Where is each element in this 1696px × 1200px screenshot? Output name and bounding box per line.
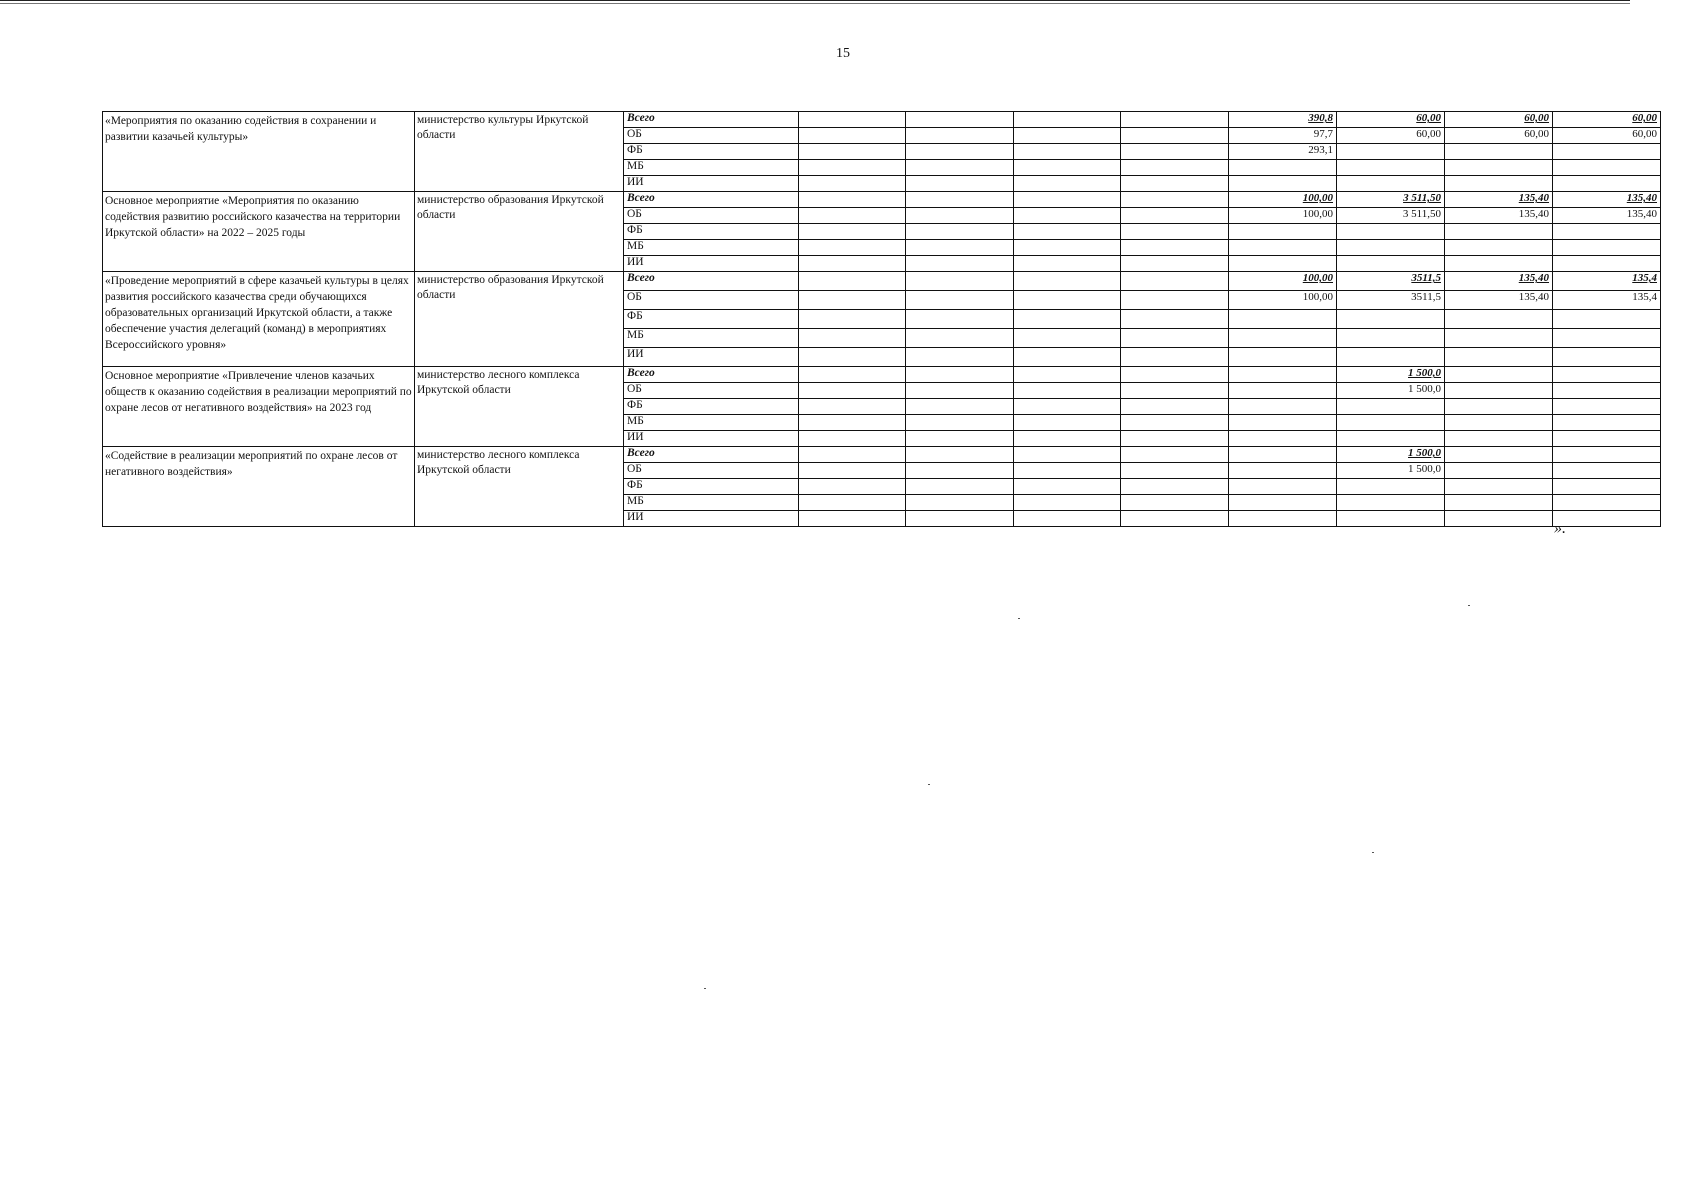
amount-cell <box>1229 511 1337 527</box>
amount-cell <box>799 192 906 208</box>
amount-cell <box>1445 463 1553 479</box>
amount-cell: 135,40 <box>1445 208 1553 224</box>
amount-cell <box>906 383 1014 399</box>
amount-cell <box>1229 383 1337 399</box>
budget-table <box>102 111 1661 527</box>
amount-cell: 3 511,50 <box>1337 192 1445 208</box>
amount-cell: 135,40 <box>1445 192 1553 208</box>
amount-cell <box>1014 479 1121 495</box>
amount-cell <box>799 495 906 511</box>
amount-cell <box>1337 176 1445 192</box>
amount-cell <box>1445 329 1553 348</box>
amount-cell <box>799 128 906 144</box>
amount-cell <box>1121 399 1229 415</box>
amount-cell <box>1014 208 1121 224</box>
funding-source-cell: МБ <box>624 329 799 348</box>
amount-cell <box>1445 383 1553 399</box>
amount-cell <box>799 399 906 415</box>
page-number: 15 <box>836 46 850 61</box>
amount-cell <box>1121 128 1229 144</box>
amount-cell <box>1229 348 1337 367</box>
amount-cell: 1 500,0 <box>1337 447 1445 463</box>
scan-speck <box>928 784 930 785</box>
closing-quote: ». <box>1554 520 1566 537</box>
responsible-executor-cell: министерство образования Иркутской области <box>415 192 624 272</box>
amount-cell <box>1445 367 1553 383</box>
amount-cell <box>906 399 1014 415</box>
funding-source-cell: ИИ <box>624 176 799 192</box>
amount-cell <box>906 415 1014 431</box>
amount-cell <box>1445 310 1553 329</box>
amount-cell <box>1121 329 1229 348</box>
funding-source-cell: ФБ <box>624 479 799 495</box>
table-row <box>103 272 1661 291</box>
amount-cell <box>1337 348 1445 367</box>
amount-cell <box>1553 144 1661 160</box>
amount-cell <box>1014 128 1121 144</box>
amount-cell: 3511,5 <box>1337 291 1445 310</box>
event-name-cell: Основное мероприятие «Привлечение членов казачьих обществ к оказанию содействия в реализации мероприятий по охране лесов от негативного воздействия» на 2023 год <box>103 367 415 447</box>
amount-cell <box>1014 224 1121 240</box>
amount-cell <box>906 479 1014 495</box>
amount-cell <box>799 272 906 291</box>
amount-cell <box>1337 511 1445 527</box>
amount-cell <box>1445 240 1553 256</box>
amount-cell <box>1014 272 1121 291</box>
funding-source-cell: ОБ <box>624 383 799 399</box>
amount-cell <box>1553 415 1661 431</box>
funding-source-cell: ФБ <box>624 310 799 329</box>
amount-cell <box>799 160 906 176</box>
funding-source-cell: ФБ <box>624 399 799 415</box>
amount-cell <box>799 329 906 348</box>
amount-cell <box>1014 383 1121 399</box>
amount-cell <box>906 310 1014 329</box>
amount-cell <box>1014 415 1121 431</box>
amount-cell <box>1337 495 1445 511</box>
amount-cell <box>799 256 906 272</box>
amount-cell <box>1553 479 1661 495</box>
amount-cell <box>1229 176 1337 192</box>
amount-cell <box>1014 256 1121 272</box>
amount-cell <box>1337 329 1445 348</box>
amount-cell <box>799 224 906 240</box>
amount-cell <box>1121 447 1229 463</box>
funding-source-cell: Всего <box>624 112 799 128</box>
amount-cell: 100,00 <box>1229 192 1337 208</box>
amount-cell <box>1553 383 1661 399</box>
responsible-executor-cell: министерство культуры Иркутской области <box>415 112 624 192</box>
amount-cell <box>1121 176 1229 192</box>
scan-speck <box>704 988 706 989</box>
amount-cell: 100,00 <box>1229 291 1337 310</box>
amount-cell <box>1121 208 1229 224</box>
funding-source-cell: ОБ <box>624 291 799 310</box>
amount-cell <box>1121 511 1229 527</box>
funding-source-cell: ФБ <box>624 224 799 240</box>
amount-cell <box>906 176 1014 192</box>
budget-table-body <box>103 112 1661 527</box>
amount-cell <box>906 160 1014 176</box>
amount-cell <box>1553 399 1661 415</box>
amount-cell <box>906 431 1014 447</box>
amount-cell <box>1445 479 1553 495</box>
amount-cell <box>1553 176 1661 192</box>
amount-cell <box>1229 495 1337 511</box>
amount-cell <box>799 447 906 463</box>
funding-source-cell: ФБ <box>624 144 799 160</box>
amount-cell <box>1121 240 1229 256</box>
amount-cell <box>1121 367 1229 383</box>
amount-cell: 60,00 <box>1553 128 1661 144</box>
amount-cell <box>1014 240 1121 256</box>
amount-cell <box>1553 495 1661 511</box>
amount-cell <box>1121 348 1229 367</box>
funding-source-cell: МБ <box>624 160 799 176</box>
funding-source-cell: МБ <box>624 415 799 431</box>
amount-cell <box>799 144 906 160</box>
amount-cell: 1 500,0 <box>1337 463 1445 479</box>
amount-cell <box>1337 224 1445 240</box>
amount-cell <box>1121 463 1229 479</box>
funding-source-cell: Всего <box>624 367 799 383</box>
amount-cell <box>1229 479 1337 495</box>
amount-cell <box>1121 415 1229 431</box>
amount-cell <box>1337 399 1445 415</box>
scan-speck <box>1468 605 1470 606</box>
amount-cell <box>1445 224 1553 240</box>
responsible-executor-cell: министерство лесного комплекса Иркутской области <box>415 447 624 527</box>
funding-source-cell: Всего <box>624 447 799 463</box>
amount-cell <box>1014 511 1121 527</box>
funding-source-cell: ОБ <box>624 208 799 224</box>
amount-cell <box>1014 112 1121 128</box>
amount-cell: 1 500,0 <box>1337 383 1445 399</box>
amount-cell <box>1229 367 1337 383</box>
amount-cell <box>799 367 906 383</box>
amount-cell <box>1014 367 1121 383</box>
amount-cell <box>906 240 1014 256</box>
amount-cell: 60,00 <box>1445 128 1553 144</box>
amount-cell <box>1553 224 1661 240</box>
amount-cell <box>1445 256 1553 272</box>
amount-cell <box>1445 415 1553 431</box>
amount-cell <box>1337 310 1445 329</box>
amount-cell <box>906 144 1014 160</box>
amount-cell <box>799 479 906 495</box>
amount-cell <box>1445 447 1553 463</box>
amount-cell <box>1553 463 1661 479</box>
amount-cell <box>1121 256 1229 272</box>
amount-cell <box>799 310 906 329</box>
amount-cell <box>1229 240 1337 256</box>
amount-cell <box>1014 192 1121 208</box>
amount-cell <box>1553 256 1661 272</box>
amount-cell <box>1229 224 1337 240</box>
amount-cell <box>906 272 1014 291</box>
amount-cell <box>1229 160 1337 176</box>
amount-cell: 135,40 <box>1553 208 1661 224</box>
amount-cell <box>1553 348 1661 367</box>
amount-cell <box>1229 256 1337 272</box>
amount-cell <box>799 112 906 128</box>
amount-cell <box>1014 310 1121 329</box>
amount-cell <box>1121 144 1229 160</box>
amount-cell <box>1337 160 1445 176</box>
amount-cell <box>1121 495 1229 511</box>
amount-cell <box>1229 463 1337 479</box>
amount-cell <box>906 128 1014 144</box>
amount-cell <box>906 447 1014 463</box>
amount-cell <box>1445 348 1553 367</box>
amount-cell <box>1121 272 1229 291</box>
amount-cell <box>1553 329 1661 348</box>
amount-cell: 135,4 <box>1553 291 1661 310</box>
amount-cell <box>1445 511 1553 527</box>
amount-cell <box>1553 367 1661 383</box>
amount-cell <box>1553 511 1661 527</box>
amount-cell <box>1553 160 1661 176</box>
amount-cell <box>1121 383 1229 399</box>
amount-cell: 390,8 <box>1229 112 1337 128</box>
amount-cell <box>906 367 1014 383</box>
funding-source-cell: ИИ <box>624 511 799 527</box>
amount-cell <box>1014 495 1121 511</box>
amount-cell <box>799 383 906 399</box>
funding-source-cell: Всего <box>624 272 799 291</box>
amount-cell <box>906 291 1014 310</box>
page-top-rule <box>0 0 1630 1</box>
amount-cell <box>1014 176 1121 192</box>
amount-cell <box>906 511 1014 527</box>
amount-cell <box>1014 160 1121 176</box>
amount-cell <box>1337 144 1445 160</box>
funding-source-cell: ИИ <box>624 256 799 272</box>
event-name-cell: «Содействие в реализации мероприятий по охране лесов от негативного воздействия» <box>103 447 415 527</box>
funding-source-cell: ОБ <box>624 463 799 479</box>
responsible-executor-cell: министерство лесного комплекса Иркутской области <box>415 367 624 447</box>
funding-source-cell: Всего <box>624 192 799 208</box>
funding-source-cell: ОБ <box>624 128 799 144</box>
amount-cell <box>1229 431 1337 447</box>
amount-cell <box>799 348 906 367</box>
amount-cell <box>1445 399 1553 415</box>
amount-cell <box>1121 160 1229 176</box>
amount-cell <box>799 511 906 527</box>
amount-cell <box>1014 431 1121 447</box>
amount-cell <box>1445 176 1553 192</box>
funding-source-cell: ИИ <box>624 431 799 447</box>
amount-cell <box>1121 291 1229 310</box>
amount-cell <box>906 329 1014 348</box>
amount-cell <box>1014 329 1121 348</box>
amount-cell <box>906 495 1014 511</box>
funding-source-cell: ИИ <box>624 348 799 367</box>
amount-cell: 60,00 <box>1337 112 1445 128</box>
amount-cell <box>799 208 906 224</box>
amount-cell <box>799 240 906 256</box>
amount-cell <box>1229 329 1337 348</box>
event-name-cell: «Мероприятия по оказанию содействия в сохранении и развитии казачьей культуры» <box>103 112 415 192</box>
amount-cell <box>1121 192 1229 208</box>
amount-cell <box>1121 431 1229 447</box>
responsible-executor-cell: министерство образования Иркутской области <box>415 272 624 367</box>
amount-cell: 293,1 <box>1229 144 1337 160</box>
amount-cell <box>799 463 906 479</box>
amount-cell <box>1337 431 1445 447</box>
amount-cell: 135,4 <box>1553 272 1661 291</box>
amount-cell <box>1014 291 1121 310</box>
amount-cell <box>1445 160 1553 176</box>
table-row <box>103 192 1661 208</box>
table-row <box>103 112 1661 128</box>
table-row <box>103 447 1661 463</box>
amount-cell <box>906 224 1014 240</box>
amount-cell <box>1014 399 1121 415</box>
amount-cell <box>1553 431 1661 447</box>
amount-cell <box>799 176 906 192</box>
amount-cell <box>1337 256 1445 272</box>
amount-cell <box>1337 240 1445 256</box>
amount-cell: 60,00 <box>1445 112 1553 128</box>
amount-cell <box>1014 463 1121 479</box>
amount-cell <box>799 291 906 310</box>
amount-cell: 60,00 <box>1553 112 1661 128</box>
amount-cell <box>1553 240 1661 256</box>
amount-cell <box>1014 144 1121 160</box>
table-row <box>103 367 1661 383</box>
event-name-cell: «Проведение мероприятий в сфере казачьей культуры в целях развития российского казачества среди обучающихся образовательных организаций Иркутской области, а также обеспечение участия делегаций (команд) в мероприятиях Всероссийского уровня» <box>103 272 415 367</box>
event-name-cell: Основное мероприятие «Мероприятия по оказанию содействия развитию российского казачества на территории Иркутской области» на 2022 – 2025 годы <box>103 192 415 272</box>
amount-cell: 3 511,50 <box>1337 208 1445 224</box>
amount-cell: 97,7 <box>1229 128 1337 144</box>
amount-cell <box>1014 348 1121 367</box>
amount-cell <box>906 192 1014 208</box>
amount-cell <box>1121 112 1229 128</box>
amount-cell <box>1121 224 1229 240</box>
amount-cell <box>1445 144 1553 160</box>
funding-source-cell: МБ <box>624 240 799 256</box>
amount-cell <box>906 208 1014 224</box>
amount-cell <box>1229 415 1337 431</box>
amount-cell <box>906 112 1014 128</box>
amount-cell: 100,00 <box>1229 272 1337 291</box>
amount-cell <box>799 431 906 447</box>
funding-source-cell: МБ <box>624 495 799 511</box>
amount-cell: 60,00 <box>1337 128 1445 144</box>
scan-speck <box>1372 852 1374 853</box>
amount-cell <box>1229 399 1337 415</box>
amount-cell <box>1445 495 1553 511</box>
amount-cell: 100,00 <box>1229 208 1337 224</box>
amount-cell <box>1121 479 1229 495</box>
amount-cell: 135,40 <box>1445 291 1553 310</box>
amount-cell <box>1337 479 1445 495</box>
amount-cell <box>906 463 1014 479</box>
amount-cell: 3511,5 <box>1337 272 1445 291</box>
amount-cell <box>1553 310 1661 329</box>
amount-cell <box>1229 310 1337 329</box>
amount-cell <box>906 348 1014 367</box>
amount-cell <box>906 256 1014 272</box>
amount-cell: 1 500,0 <box>1337 367 1445 383</box>
amount-cell: 135,40 <box>1553 192 1661 208</box>
scan-speck <box>1018 618 1020 619</box>
amount-cell <box>1014 447 1121 463</box>
amount-cell <box>1337 415 1445 431</box>
amount-cell: 135,40 <box>1445 272 1553 291</box>
amount-cell <box>1553 447 1661 463</box>
amount-cell <box>1121 310 1229 329</box>
amount-cell <box>1445 431 1553 447</box>
amount-cell <box>799 415 906 431</box>
page-top-rule-secondary <box>0 3 1630 4</box>
amount-cell <box>1229 447 1337 463</box>
